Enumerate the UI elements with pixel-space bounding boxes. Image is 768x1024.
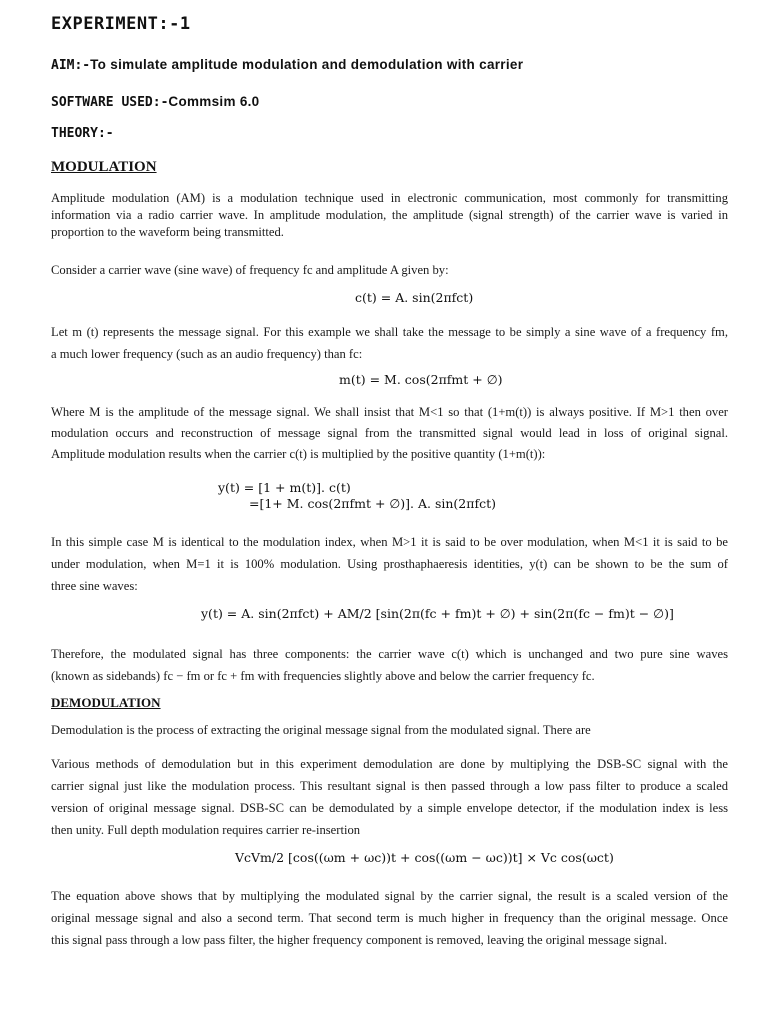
paragraph-message bbox=[51, 321, 728, 365]
paragraph-line: version of original message signal. DSB-SC can be demodulated by a simple envelope detector, if the modulation index is less bbox=[51, 801, 728, 815]
paragraph-demod-intro bbox=[51, 722, 728, 739]
equation-am-line2: =[1+ M. cos(2πfmt + ∅)]. A. sin(2πfct) bbox=[249, 496, 497, 511]
aim-label: AIM:- bbox=[51, 58, 91, 73]
paragraph-line: (known as sidebands) fc − fm or fc + fm with frequencies slightly above and below the carrier frequency fc. bbox=[51, 669, 595, 683]
paragraph-line: original message signal and also a second term. That second term is much higher in frequency than the original message. Once bbox=[51, 911, 728, 925]
software-value: Commsim 6.0 bbox=[168, 94, 260, 109]
paragraph-line: Where M is the amplitude of the message signal. We shall insist that M<1 so that (1+m(t)) is always positive. If M>1 then over bbox=[51, 405, 728, 419]
paragraph-carrier bbox=[51, 262, 728, 279]
paragraph-sidebands bbox=[51, 643, 728, 687]
paragraph-line: Therefore, the modulated signal has three components: the carrier wave c(t) which is unchanged and two pure sine waves bbox=[51, 647, 728, 661]
paragraph-line: Consider a carrier wave (sine wave) of frequency fc and amplitude A given by: bbox=[51, 263, 449, 277]
paragraph-line: carrier signal just like the modulation process. This resultant signal is then passed through a low pass filter to produce a scaled bbox=[51, 779, 728, 793]
paragraph-demod-methods bbox=[51, 753, 728, 841]
paragraph-line: proportion to the waveform being transmitted. bbox=[51, 225, 284, 239]
experiment-heading: EXPERIMENT:-1 bbox=[51, 14, 191, 34]
paragraph-conclusion bbox=[51, 885, 728, 951]
software-label: SOFTWARE USED:- bbox=[51, 95, 169, 110]
paragraph-line: Let m (t) represents the message signal. For this example we shall take the message to be simply a sine wave of a frequency fm, bbox=[51, 325, 728, 339]
paragraph-line: modulation occurs and reconstruction of message signal from the transmitted signal would lead in loss of original signal. bbox=[51, 426, 728, 440]
equation-message: m(t) = M. cos(2πfmt + ∅) bbox=[339, 372, 503, 387]
paragraph-line: Amplitude modulation results when the carrier c(t) is multiplied by the positive quantity (1+m(t)): bbox=[51, 447, 546, 461]
paragraph-line: three sine waves: bbox=[51, 579, 138, 593]
equation-carrier: c(t) = A. sin(2πfct) bbox=[355, 290, 474, 305]
paragraph-line: Amplitude modulation (AM) is a modulation technique used in electronic communication, most commonly for transmitting bbox=[51, 191, 728, 205]
paragraph-line: In this simple case M is identical to the modulation index, when M>1 it is said to be over modulation, when M<1 it is said to be bbox=[51, 535, 728, 549]
section-modulation: MODULATION bbox=[51, 159, 157, 175]
paragraph-line: information via a radio carrier wave. In amplitude modulation, the amplitude (signal strength) of the carrier wave is varied in bbox=[51, 208, 728, 222]
paragraph-line: this signal pass through a low pass filter, the higher frequency component is removed, leaving the original message signal. bbox=[51, 933, 668, 947]
aim-line bbox=[51, 54, 523, 73]
paragraph-line: Demodulation is the process of extracting the original message signal from the modulated signal. There are bbox=[51, 723, 591, 737]
section-demodulation: DEMODULATION bbox=[51, 695, 161, 710]
paragraph-modulation-index bbox=[51, 402, 728, 465]
paragraph-three-waves bbox=[51, 531, 728, 597]
paragraph-line: The equation above shows that by multiplying the modulated signal by the carrier signal, the result is a scaled version of the bbox=[51, 889, 728, 903]
equation-demodulation: VcVm/2 [cos((ωm + ωc))t + cos((ωm − ωc))t] × Vc cos(ωct) bbox=[235, 850, 614, 865]
equation-am-line1: y(t) = [1 + m(t)]. c(t) bbox=[218, 480, 351, 495]
software-line bbox=[51, 91, 260, 110]
aim-text: To simulate amplitude modulation and demodulation with carrier bbox=[90, 57, 524, 72]
equation-sum-of-waves: y(t) = A. sin(2πfct) + AM/2 [sin(2π(fc + fm)t + ∅) + sin(2π(fc − fm)t − ∅)] bbox=[201, 606, 674, 621]
paragraph-line: a much lower frequency (such as an audio frequency) than fc: bbox=[51, 347, 363, 361]
paragraph-line: Various methods of demodulation but in this experiment demodulation are done by multiplying the DSB-SC signal with the bbox=[51, 757, 728, 771]
paragraph-am-definition bbox=[51, 190, 728, 241]
paragraph-line: then unity. Full depth modulation requires carrier re-insertion bbox=[51, 823, 361, 837]
theory-label: THEORY:- bbox=[51, 126, 114, 141]
paragraph-line: under modulation, when M=1 it is 100% modulation. Using prosthaphaeresis identities, y(t) can be shown to be the sum of bbox=[51, 557, 728, 571]
